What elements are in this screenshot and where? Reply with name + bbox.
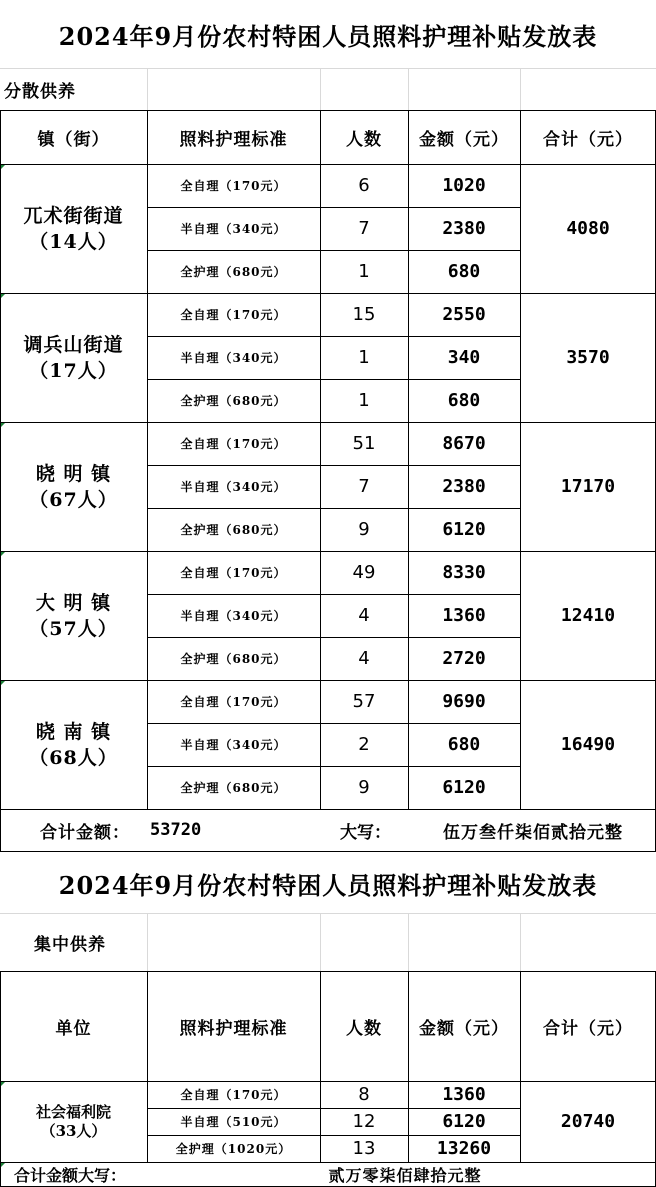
group-town-name: 调兵山街道 bbox=[23, 333, 124, 356]
table1-total-label: 合计金额： bbox=[40, 822, 130, 843]
table1-capital-label: 大写： bbox=[340, 822, 391, 843]
table1-header-total: 合计（元） bbox=[543, 129, 633, 150]
row-standard: 全护理（680元） bbox=[180, 265, 287, 279]
row-standard: 全护理（680元） bbox=[180, 652, 287, 666]
row-amount: 6120 bbox=[442, 777, 486, 798]
table2-header-amount: 金额（元） bbox=[419, 1018, 509, 1039]
group-count-label: （57人） bbox=[29, 617, 118, 640]
table1-group-name bbox=[0, 164, 147, 293]
table2-header-total: 合计（元） bbox=[543, 1018, 633, 1039]
row-standard: 全自理（170元） bbox=[180, 566, 287, 580]
table1-group-name bbox=[0, 293, 147, 422]
group-count-label: （17人） bbox=[29, 359, 118, 382]
row-standard: 全自理（170元） bbox=[180, 437, 287, 451]
row-people: 12 bbox=[352, 1111, 376, 1132]
row-amount: 2550 bbox=[442, 304, 486, 325]
row-people: 49 bbox=[352, 562, 376, 583]
row-amount: 1020 bbox=[442, 175, 486, 196]
group-count-label: （68人） bbox=[29, 746, 118, 769]
table1-total-value: 53720 bbox=[150, 820, 202, 840]
group-town-name: 大 明 镇 bbox=[35, 591, 112, 614]
table2-header-standard: 照料护理标准 bbox=[179, 1018, 288, 1039]
table2-title: 2024年9月份农村特困人员照料护理补贴发放表 bbox=[58, 870, 598, 900]
table2-section-label: 集中供养 bbox=[34, 934, 106, 955]
row-amount: 8330 bbox=[442, 562, 486, 583]
group-total: 17170 bbox=[560, 476, 616, 497]
table1-header-people: 人数 bbox=[346, 129, 382, 150]
row-standard: 全自理（170元） bbox=[180, 308, 287, 322]
table1-header-standard: 照料护理标准 bbox=[179, 129, 288, 150]
row-amount: 13260 bbox=[436, 1138, 492, 1159]
row-amount: 2380 bbox=[442, 218, 486, 239]
group-total: 4080 bbox=[566, 218, 610, 239]
row-standard: 半自理（340元） bbox=[180, 222, 287, 236]
row-people: 1 bbox=[358, 261, 370, 282]
row-people: 2 bbox=[358, 734, 370, 755]
table1-title: 2024年9月份农村特困人员照料护理补贴发放表 bbox=[58, 21, 598, 51]
table2-header-people: 人数 bbox=[346, 1018, 382, 1039]
row-standard: 全护理（680元） bbox=[180, 394, 287, 408]
row-people: 9 bbox=[358, 519, 370, 540]
row-people: 1 bbox=[358, 390, 370, 411]
group-total: 12410 bbox=[560, 605, 616, 626]
group-town-name: 晓 明 镇 bbox=[35, 462, 112, 485]
row-standard: 半自理（340元） bbox=[180, 351, 287, 365]
row-amount: 6120 bbox=[442, 1111, 486, 1132]
row-people: 7 bbox=[358, 218, 370, 239]
table2-group-name bbox=[0, 1081, 147, 1162]
row-standard: 全自理（170元） bbox=[180, 1088, 287, 1102]
row-amount: 6120 bbox=[442, 519, 486, 540]
group-town-name: 晓 南 镇 bbox=[35, 720, 112, 743]
group-total: 3570 bbox=[566, 347, 610, 368]
row-people: 1 bbox=[358, 347, 370, 368]
group-count-label: （33人） bbox=[40, 1121, 107, 1140]
group-count-label: （14人） bbox=[29, 230, 118, 253]
group-count-label: （67人） bbox=[29, 488, 118, 511]
row-people: 13 bbox=[352, 1138, 376, 1159]
table1-group-name bbox=[0, 422, 147, 551]
row-standard: 半自理（340元） bbox=[180, 609, 287, 623]
row-standard: 半自理（510元） bbox=[180, 1115, 287, 1129]
table1-section-label: 分散供养 bbox=[4, 81, 76, 102]
table1-header-town: 镇（街） bbox=[37, 129, 110, 150]
row-amount: 9690 bbox=[442, 691, 486, 712]
row-standard: 全护理（680元） bbox=[180, 523, 287, 537]
row-standard: 全护理（1020元） bbox=[175, 1142, 292, 1156]
row-amount: 680 bbox=[447, 261, 481, 282]
row-people: 51 bbox=[352, 433, 376, 454]
table2-capital-label: 合计金额大写： bbox=[14, 1165, 127, 1185]
group-town-name: 兀术街街道 bbox=[23, 204, 124, 227]
row-standard: 半自理（340元） bbox=[180, 480, 287, 494]
row-standard: 全自理（170元） bbox=[180, 179, 287, 193]
row-people: 7 bbox=[358, 476, 370, 497]
row-standard: 全护理（680元） bbox=[180, 781, 287, 795]
table1-group-name bbox=[0, 680, 147, 809]
row-people: 8 bbox=[358, 1084, 370, 1105]
group-total: 16490 bbox=[560, 734, 616, 755]
table2-header-unit: 单位 bbox=[55, 1018, 92, 1039]
table1-group-name bbox=[0, 551, 147, 680]
group-unit-name: 社会福利院 bbox=[35, 1102, 111, 1121]
row-standard: 全自理（170元） bbox=[180, 695, 287, 709]
row-amount: 680 bbox=[447, 734, 481, 755]
row-people: 6 bbox=[358, 175, 370, 196]
row-amount: 1360 bbox=[442, 605, 486, 626]
row-people: 4 bbox=[358, 605, 370, 626]
row-amount: 340 bbox=[447, 347, 481, 368]
row-standard: 半自理（340元） bbox=[180, 738, 287, 752]
row-amount: 8670 bbox=[442, 433, 486, 454]
row-amount: 2720 bbox=[442, 648, 486, 669]
row-amount: 2380 bbox=[442, 476, 486, 497]
table1-capital-value: 伍万叁仟柒佰贰拾元整 bbox=[443, 822, 623, 843]
row-amount: 680 bbox=[447, 390, 481, 411]
table2-capital-value: 贰万零柒佰肆拾元整 bbox=[328, 1165, 482, 1185]
row-people: 4 bbox=[358, 648, 370, 669]
row-people: 9 bbox=[358, 777, 370, 798]
row-people: 15 bbox=[352, 304, 376, 325]
row-people: 57 bbox=[352, 691, 376, 712]
table1-header-amount: 金额（元） bbox=[419, 129, 509, 150]
group-total: 20740 bbox=[560, 1111, 616, 1132]
row-amount: 1360 bbox=[442, 1084, 486, 1105]
